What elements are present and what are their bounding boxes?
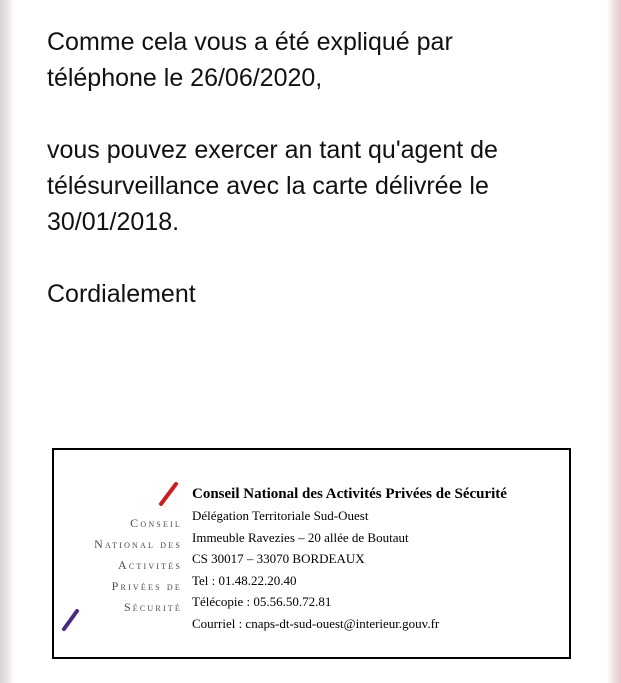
logo-line-1: Conseil [130, 516, 182, 530]
logo-line-3: Activités [117, 558, 182, 572]
message-paragraph-2: vous pouvez exercer an tant qu'agent de télésurveillance avec la carte délivrée le 30/01/2018. [47, 136, 498, 236]
org-city: CS 30017 – 33070 BORDEAUX [192, 551, 365, 566]
organization-name: Conseil National des Activités Privées de Sécurité [192, 486, 507, 502]
message-paragraph-1: Comme cela vous a été expliqué par téléphone le 26/06/2020, [47, 28, 453, 92]
org-fax: Télécopie : 05.56.50.72.81 [192, 594, 332, 609]
cnaps-logo [54, 450, 194, 655]
organization-details [192, 483, 562, 634]
logo-wordmark [80, 513, 182, 618]
logo-line-2: National des [94, 537, 182, 551]
org-phone: Tel : 01.48.22.20.40 [192, 572, 297, 588]
org-delegation: Délégation Territoriale Sud-Ouest [192, 508, 369, 523]
message-body [47, 24, 587, 312]
logo-line-5: Sécurité [123, 600, 182, 614]
org-address: Immeuble Ravezies – 20 allée de Boutaut [192, 529, 409, 545]
org-email[interactable]: Courriel : cnaps-dt-sud-ouest@interieur.gouv.fr [192, 615, 440, 631]
message-closing: Cordialement [47, 280, 196, 308]
email-signature-block [52, 448, 571, 659]
logo-line-4: Privées de [111, 579, 182, 593]
